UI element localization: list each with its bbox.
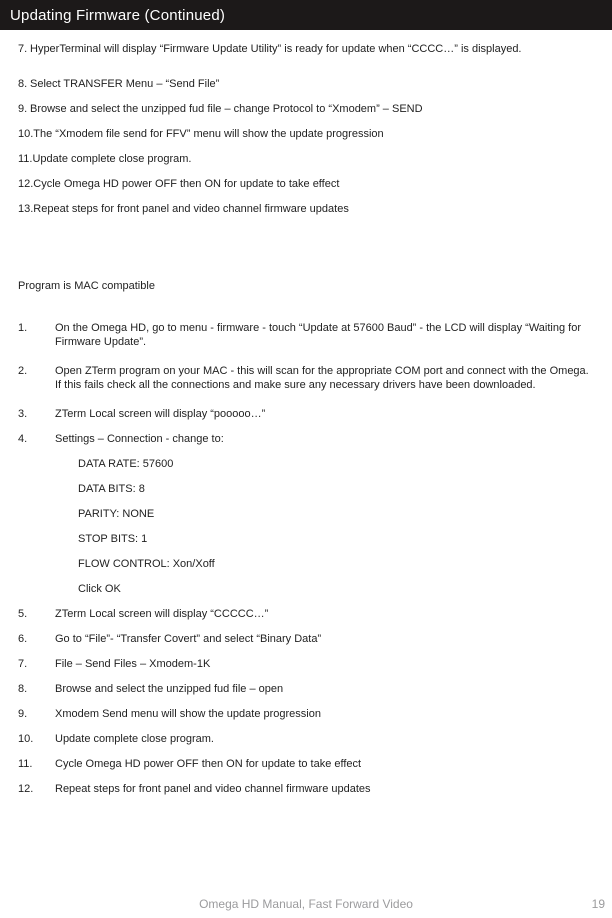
mac-compatibility-note: Program is MAC compatible — [18, 280, 155, 292]
list-item-text: Update complete close program. — [32, 153, 192, 165]
list-item-number: 7. — [18, 658, 28, 670]
connection-settings-sublist — [78, 457, 596, 596]
list-item — [18, 607, 596, 621]
list-item — [18, 432, 596, 446]
list-item — [18, 202, 598, 216]
list-item — [18, 782, 596, 796]
sublist-item: FLOW CONTROL: Xon/Xoff — [78, 558, 215, 570]
list-item-number: 12. — [18, 178, 34, 190]
list-item — [18, 657, 596, 671]
page-title: Updating Firmware (Continued) — [10, 6, 226, 24]
list-item — [18, 127, 598, 141]
list-item-number: 9. — [18, 708, 28, 720]
list-item-number: 5. — [18, 608, 28, 620]
list-item-text: Browse and select the unzipped fud file – open — [55, 683, 284, 695]
footer-doc-title: Omega HD Manual, Fast Forward Video — [199, 897, 413, 911]
list-item-text: ZTerm Local screen will display “CCCCC…” — [55, 608, 269, 620]
sublist-item: DATA BITS: 8 — [78, 483, 145, 495]
list-item-text: HyperTerminal will display “Firmware Update Utility” is ready for update when “CCCC…” is displayed. — [30, 43, 522, 55]
footer-page-number: 19 — [591, 897, 605, 911]
list-item-text: On the Omega HD, go to menu - firmware - touch “Update at 57600 Baud” - the LCD will display “Waiting for Firmware Update”. — [55, 322, 581, 348]
list-item-text: Cycle Omega HD power OFF then ON for update to take effect — [33, 178, 340, 190]
list-item — [18, 102, 598, 116]
list-item-number: 8. — [18, 683, 28, 695]
list-item-text: Update complete close program. — [55, 733, 214, 745]
list-item — [18, 177, 598, 191]
list-item — [18, 732, 596, 746]
list-item-text: Repeat steps for front panel and video channel firmware updates — [33, 203, 349, 215]
sublist-item: DATA RATE: 57600 — [78, 458, 174, 470]
list-item-text: Settings – Connection - change to: — [55, 433, 224, 445]
list-item-number: 4. — [18, 433, 28, 445]
list-item-number: 11. — [18, 153, 33, 165]
title-bar — [0, 0, 612, 30]
list-item-text: Xmodem Send menu will show the update progression — [55, 708, 321, 720]
list-item-text: Open ZTerm program on your MAC - this will scan for the appropriate COM port and connect with the Omega. If this fails check all the connections and make sure any necessary drivers have been downloaded. — [55, 365, 592, 391]
list-item-number: 6. — [18, 633, 28, 645]
list-item — [18, 42, 598, 56]
list-item-number: 13. — [18, 203, 34, 215]
list-item-number: 2. — [18, 365, 28, 377]
list-item-number: 12. — [18, 783, 34, 795]
sublist-item: Click OK — [78, 583, 121, 595]
sublist-item: PARITY: NONE — [78, 508, 155, 520]
list-item — [18, 757, 596, 771]
list-item — [18, 632, 596, 646]
list-item — [18, 407, 596, 421]
list-item-number: 1. — [18, 322, 28, 334]
sublist-item: STOP BITS: 1 — [78, 533, 148, 545]
list-item-text: The “Xmodem file send for FFV” menu will show the update progression — [33, 128, 384, 140]
list-item — [18, 77, 598, 91]
list-item-text: Cycle Omega HD power OFF then ON for update to take effect — [55, 758, 362, 770]
list-item-number: 9. — [18, 103, 28, 115]
list-item-text: ZTerm Local screen will display “pooooo…” — [55, 408, 266, 420]
pc-steps-list — [18, 42, 598, 227]
list-item — [18, 152, 598, 166]
list-item-number: 11. — [18, 758, 33, 770]
list-item-number: 10. — [18, 733, 34, 745]
list-item-number: 7. — [18, 43, 28, 55]
list-item-text: File – Send Files – Xmodem-1K — [55, 658, 211, 670]
list-item-text: Browse and select the unzipped fud file – change Protocol to “Xmodem” – SEND — [30, 103, 423, 115]
mac-steps-list — [18, 321, 596, 807]
list-item — [18, 682, 596, 696]
list-item — [18, 364, 596, 392]
list-item-number: 8. — [18, 78, 28, 90]
list-item-text: Go to “File”- “Transfer Covert” and select “Binary Data” — [55, 633, 322, 645]
list-item-text: Repeat steps for front panel and video channel firmware updates — [55, 783, 371, 795]
list-item — [18, 321, 596, 349]
list-item-number: 3. — [18, 408, 28, 420]
list-item — [18, 707, 596, 721]
list-item-text: Select TRANSFER Menu – “Send File” — [30, 78, 220, 90]
list-item-number: 10. — [18, 128, 34, 140]
